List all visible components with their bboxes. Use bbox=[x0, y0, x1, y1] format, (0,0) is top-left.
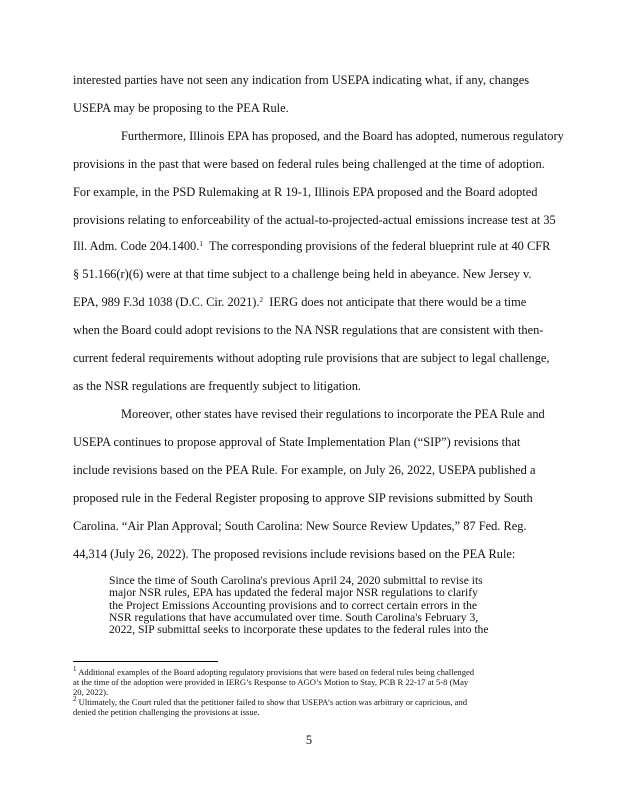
footnotes bbox=[73, 667, 548, 717]
footnote-line bbox=[73, 667, 548, 677]
body-line: 44,314 (July 26, 2022). The proposed revisions include revisions based on the PEA Rule: bbox=[73, 547, 516, 561]
body-line: provisions in the past that were based on federal rules being challenged at the time of adoption. bbox=[73, 157, 545, 171]
body-line: USEPA continues to propose approval of State Implementation Plan (“SIP”) revisions that bbox=[73, 435, 521, 449]
quote-line: NSR regulations that have accumulated over time. South Carolina's February 3, bbox=[109, 610, 479, 624]
body-line: proposed rule in the Federal Register proposing to approve SIP revisions submitted by South bbox=[73, 491, 533, 505]
quote-line: major NSR rules, EPA has updated the federal major NSR regulations to clarify bbox=[109, 586, 478, 600]
body-line-with-footnote bbox=[73, 238, 553, 254]
body-text: The corresponding provisions of the federal blueprint rule at 40 CFR bbox=[209, 239, 551, 253]
quote-line: the Project Emissions Accounting provisions and to correct certain errors in the bbox=[109, 598, 478, 612]
body-line: § 51.166(r)(6) were at that time subject to a challenge being held in abeyance. New Jersey v. bbox=[73, 267, 532, 281]
body-line: interested parties have not seen any indication from USEPA indicating what, if any, changes bbox=[73, 73, 530, 87]
paragraph-start-line: Furthermore, Illinois EPA has proposed, and the Board has adopted, numerous regulatory bbox=[121, 129, 564, 143]
footnote-line: denied the petition challenging the provisions at issue. bbox=[73, 707, 260, 717]
body-text: IERG does not anticipate that there would be a time bbox=[269, 295, 527, 309]
footnote-line bbox=[73, 697, 548, 707]
body-line: current federal requirements without adopting rule provisions that are subject to legal challenge, bbox=[73, 351, 550, 365]
footnote-separator bbox=[73, 661, 218, 662]
body-line: provisions relating to enforceability of the actual-to-projected-actual emissions increase test at 35 bbox=[73, 213, 556, 227]
footnote-line: 20, 2022). bbox=[73, 687, 109, 697]
body-text: Ill. Adm. Code 204.1400. bbox=[73, 239, 200, 253]
body-line: when the Board could adopt revisions to the NA NSR regulations that are consistent with then- bbox=[73, 323, 544, 337]
page-number: 5 bbox=[305, 733, 313, 747]
paragraph-start-line: Moreover, other states have revised their regulations to incorporate the PEA Rule and bbox=[121, 407, 545, 421]
body-line: USEPA may be proposing to the PEA Rule. bbox=[73, 101, 289, 115]
quote-line: Since the time of South Carolina's previous April 24, 2020 submittal to revise its bbox=[109, 574, 483, 587]
body-text: EPA, 989 F.3d 1038 (D.C. Cir. 2021). bbox=[73, 295, 260, 309]
footnote-marker: 1 bbox=[73, 665, 77, 673]
footnote-text: Additional examples of the Board adopting regulatory provisions that were based on federal rules being challenged bbox=[78, 667, 475, 677]
footnote-marker: 2 bbox=[73, 695, 77, 703]
block-quote bbox=[109, 575, 529, 636]
body-line-with-footnote bbox=[73, 294, 553, 310]
quote-line: 2022, SIP submittal seeks to incorporate these updates to the federal rules into the bbox=[109, 623, 489, 637]
footnote-line: at the time of the adoption were provided in IERG’s Response to AGO’s Motion to Stay, PCB R 22-17 at 5-8 (May bbox=[73, 677, 469, 687]
body-line: For example, in the PSD Rulemaking at R 19-1, Illinois EPA proposed and the Board adopted bbox=[73, 185, 538, 199]
footnote-ref: 2 bbox=[259, 296, 263, 304]
footnote-ref: 1 bbox=[199, 240, 203, 248]
footnote-text: Ultimately, the Court ruled that the petitioner failed to show that USEPA’s action was arbitrary or capricious, and bbox=[78, 697, 468, 707]
body-line: include revisions based on the PEA Rule. For example, on July 26, 2022, USEPA published a bbox=[73, 463, 536, 477]
body-line: as the NSR regulations are frequently subject to litigation. bbox=[73, 379, 362, 393]
body-line: Carolina. “Air Plan Approval; South Carolina: New Source Review Updates,” 87 Fed. Reg. bbox=[73, 519, 527, 533]
